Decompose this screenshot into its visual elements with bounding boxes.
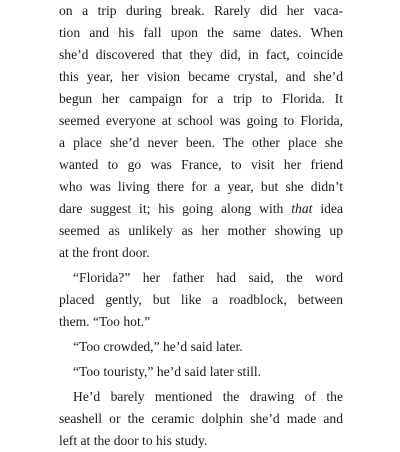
text-line: He’d barely mentioned the drawing of the bbox=[73, 389, 343, 404]
text-line-with-italic bbox=[59, 198, 343, 220]
text-line: seemed everyone at school was going to Florida, bbox=[59, 113, 343, 128]
text-line: left at the door to his study. bbox=[59, 433, 208, 448]
text-segment: idea bbox=[312, 201, 343, 216]
text-line: them. “Too hot.” bbox=[59, 314, 151, 329]
text-line: on a trip during break. Rarely did her vaca- bbox=[59, 3, 343, 18]
text-line: tion and his fall upon the same dates. When bbox=[59, 25, 343, 40]
paragraph-2 bbox=[59, 267, 343, 333]
text-line: wanted to go was France, to visit her friend bbox=[59, 157, 343, 172]
text-line: a place she’d never been. The other place she bbox=[59, 135, 343, 150]
body-text bbox=[59, 0, 343, 452]
text-line: “Too touristy,” he’d said later still. bbox=[73, 364, 262, 379]
text-line: begun her campaign for a trip to Florida. It bbox=[59, 91, 343, 106]
text-line: who was living there for a year, but she didn’t bbox=[59, 179, 343, 194]
text-line: she’d discovered that they did, in fact, coincide bbox=[59, 47, 343, 62]
text-line: seashell or the ceramic dolphin she’d made and bbox=[59, 411, 343, 426]
paragraph-1 bbox=[59, 0, 343, 264]
text-line: this year, her vision became crystal, and she’d bbox=[59, 69, 343, 84]
paragraph-5 bbox=[59, 386, 343, 452]
text-line: “Too crowded,” he’d said later. bbox=[73, 339, 243, 354]
paragraph-4 bbox=[59, 361, 343, 383]
italic-word: that bbox=[291, 201, 313, 216]
text-line: placed gently, but like a roadblock, between bbox=[59, 292, 343, 307]
text-line: at the front door. bbox=[59, 245, 150, 260]
text-line: “Florida?” her father had said, the word bbox=[73, 270, 343, 285]
text-line: seemed as unlikely as her mother showing up bbox=[59, 223, 343, 238]
text-segment: dare suggest it; his going along with bbox=[59, 201, 292, 216]
paragraph-3 bbox=[59, 336, 343, 358]
